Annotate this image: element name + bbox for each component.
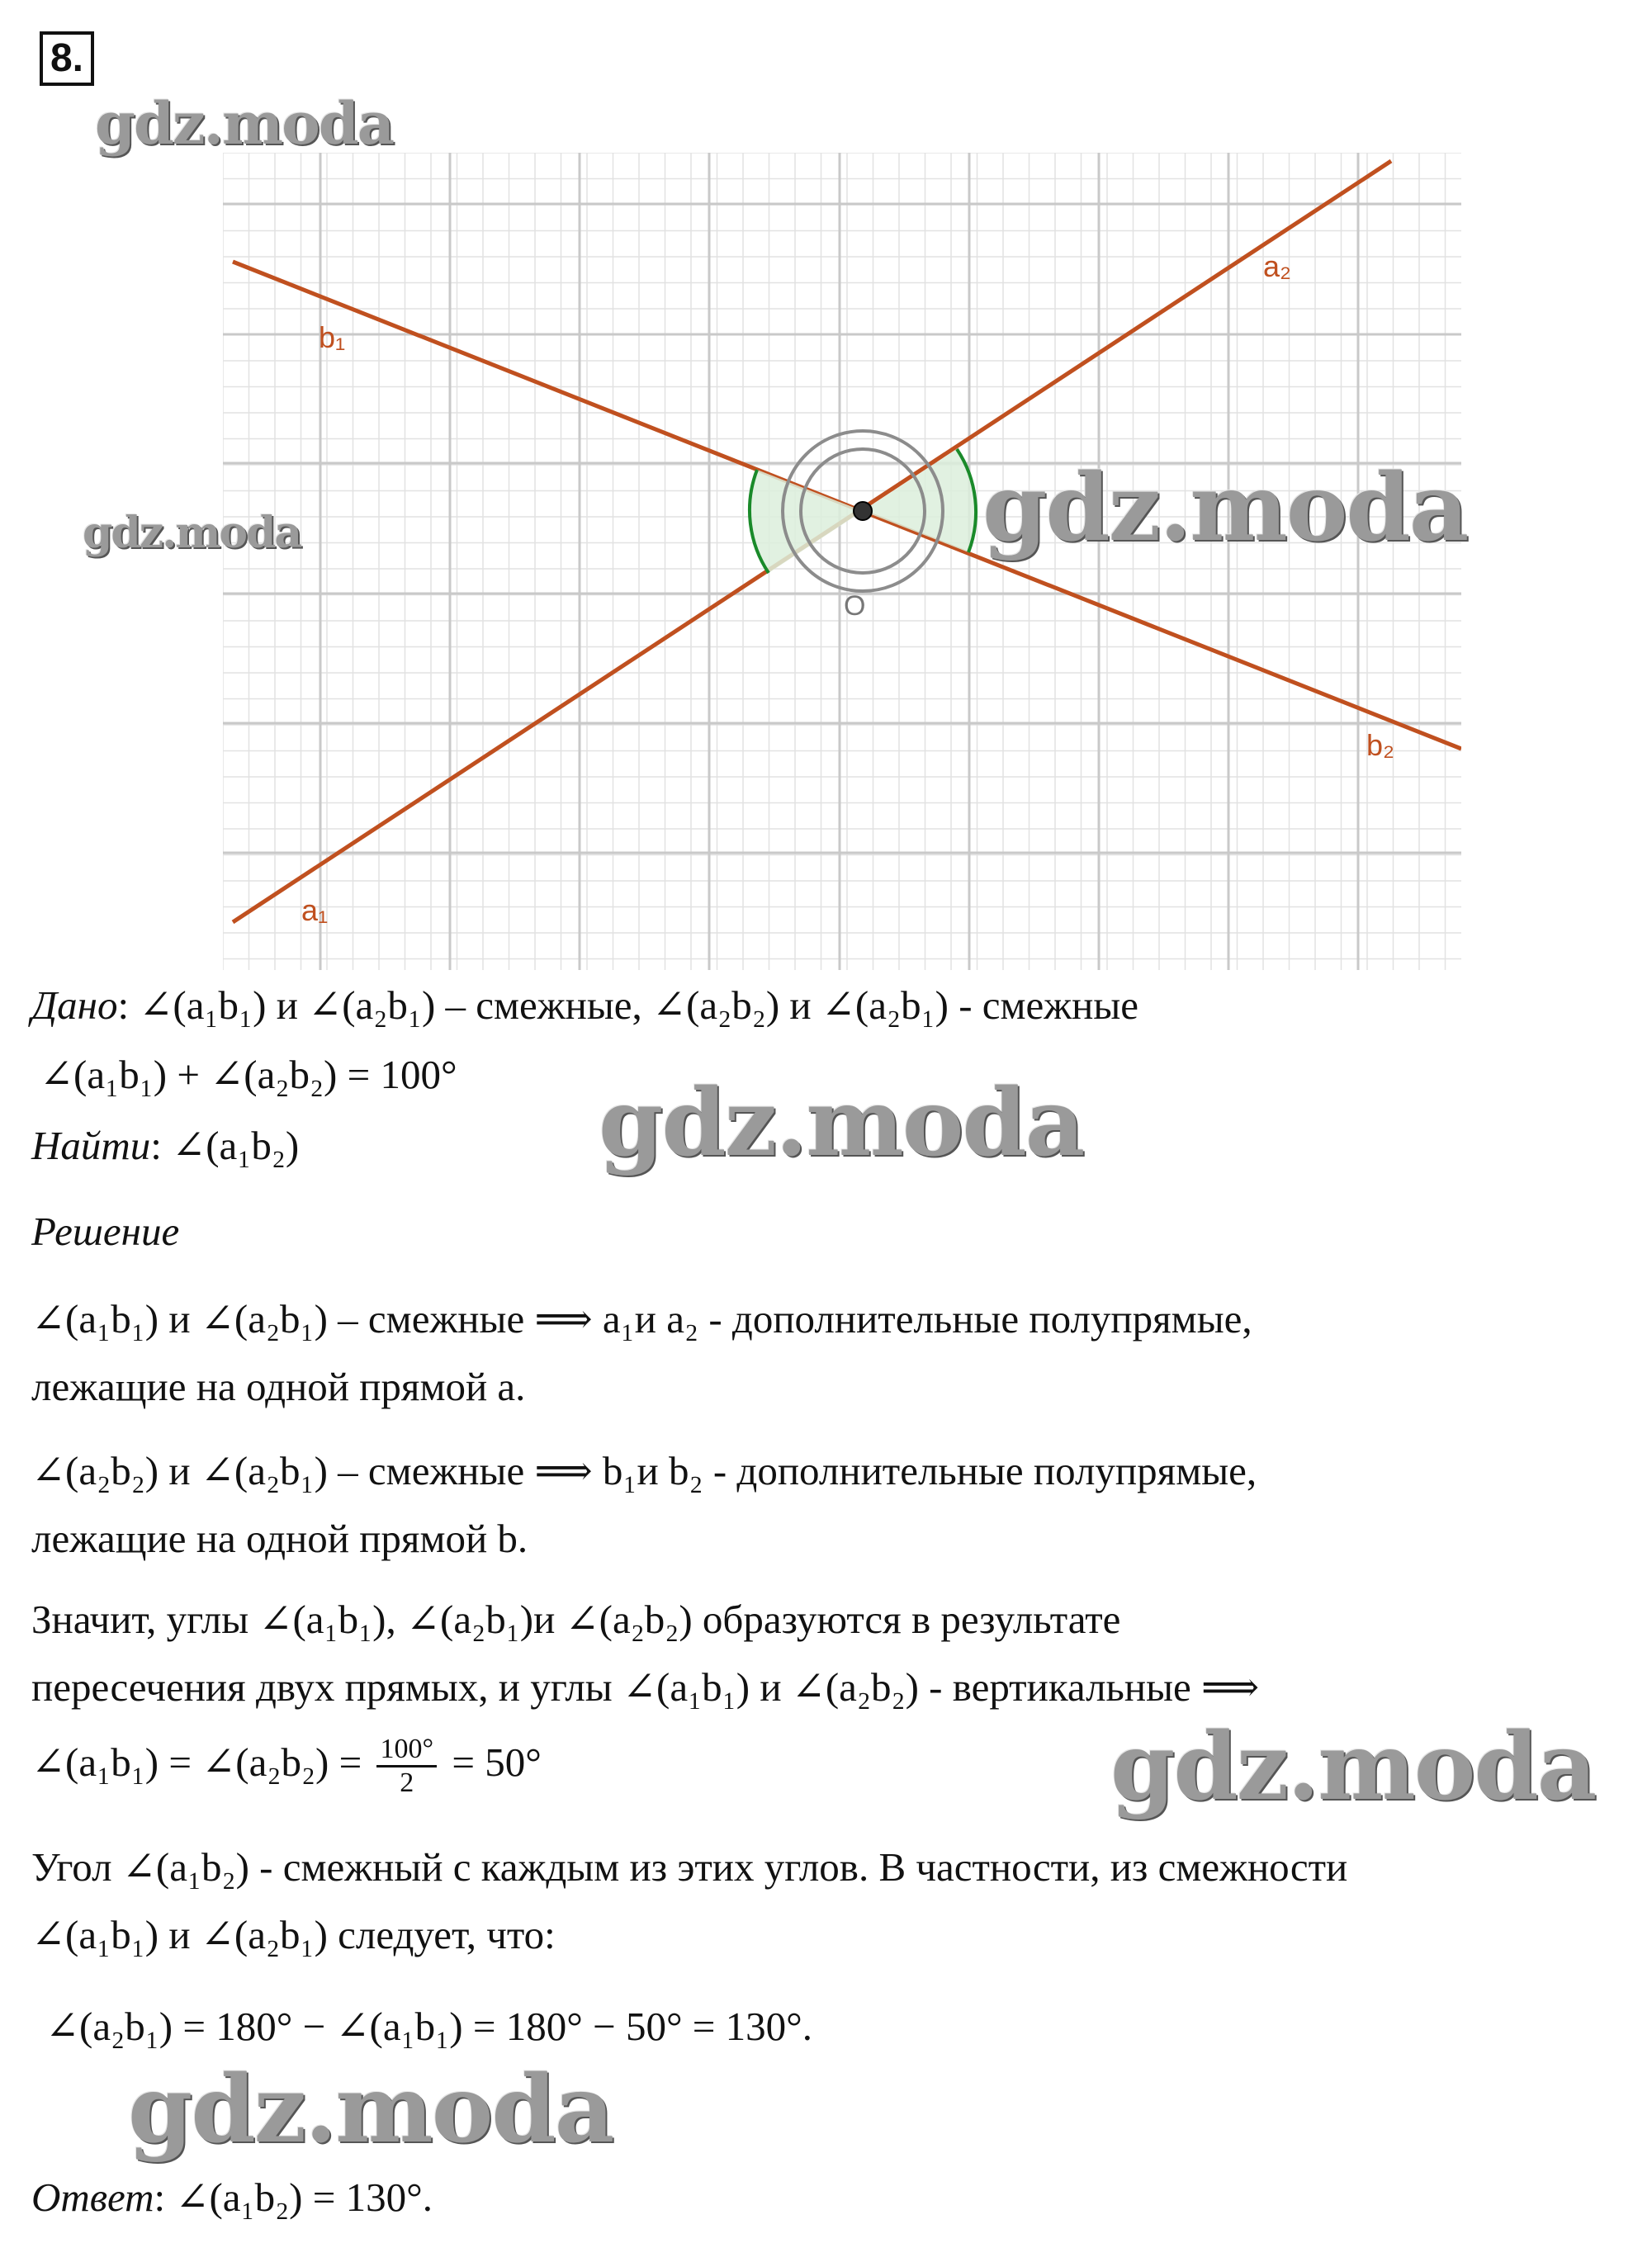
label-o: O xyxy=(844,590,866,622)
point-o xyxy=(854,502,872,520)
paragraph-2-line-2: лежащие на одной прямой b. xyxy=(31,1516,528,1561)
find-text: : ∠(a₁b₂) xyxy=(150,1123,300,1168)
find-label: Найти xyxy=(31,1123,151,1168)
label-b2: b₂ xyxy=(1366,728,1394,762)
given-line-1 xyxy=(31,981,1138,1030)
solution-label: Решение xyxy=(31,1209,180,1254)
watermark: gdz.moda xyxy=(95,89,394,158)
paragraph-5: ∠(a₂b₁) = 180° − ∠(a₁b₁) = 180° − 50° = 130°. xyxy=(45,2004,813,2049)
paragraph-3-line-3 xyxy=(31,1734,542,1799)
paragraph-3-line-1: Значит, углы ∠(a₁b₁), ∠(a₂b₁)и ∠(a₂b₂) образуются в результате xyxy=(31,1597,1121,1642)
equation-right: = 50° xyxy=(452,1739,542,1785)
paragraph-3-line-2: пересечения двух прямых, и углы ∠(a₁b₁) и ∠(a₂b₂) - вертикальные ⟹ xyxy=(31,1664,1260,1710)
find-line xyxy=(31,1121,299,1171)
watermark: gdz.moda xyxy=(128,2056,613,2164)
paragraph-4-line-1: Угол ∠(a₁b₂) - смежный с каждым из этих углов. В частности, из смежности xyxy=(31,1844,1348,1890)
paragraph-2-line-1: ∠(a₂b₂) и ∠(a₂b₁) – смежные ⟹ b₁и b₂ - дополнительные полупрямые, xyxy=(31,1448,1257,1493)
paragraph-1-line-1: ∠(a₁b₁) и ∠(a₂b₁) – смежные ⟹ a₁и a₂ - дополнительные полупрямые, xyxy=(31,1296,1252,1342)
paragraph-4-line-2: ∠(a₁b₁) и ∠(a₂b₁) следует, что: xyxy=(31,1912,556,1957)
label-a1: a₁ xyxy=(301,893,329,927)
equation-left: ∠(a₁b₁) = ∠(a₂b₂) = xyxy=(31,1739,362,1785)
given-text: : ∠(a₁b₁) и ∠(a₂b₁) – смежные, ∠(a₂b₂) и ∠(a₂b₁) - смежные xyxy=(117,982,1139,1028)
fraction xyxy=(376,1734,437,1799)
watermark: gdz.moda xyxy=(599,1069,1084,1177)
watermark: gdz.moda xyxy=(982,454,1468,562)
label-b1: b₁ xyxy=(319,320,346,354)
answer-line xyxy=(31,2173,433,2222)
watermark: gdz.moda xyxy=(83,508,301,558)
given-line-2: ∠(a₁b₁) + ∠(a₂b₂) = 100° xyxy=(40,1052,457,1097)
given-label: Дано xyxy=(31,982,118,1028)
paragraph-1-line-2: лежащие на одной прямой a. xyxy=(31,1364,526,1409)
answer-label: Ответ xyxy=(31,2174,154,2220)
fraction-denominator: 2 xyxy=(400,1767,414,1798)
label-a2: a₂ xyxy=(1263,249,1291,283)
task-number: 8. xyxy=(40,31,94,86)
watermark: gdz.moda xyxy=(1110,1713,1596,1821)
answer-text: : ∠(a₁b₂) = 130°. xyxy=(154,2174,433,2220)
fraction-numerator: 100° xyxy=(376,1734,437,1767)
